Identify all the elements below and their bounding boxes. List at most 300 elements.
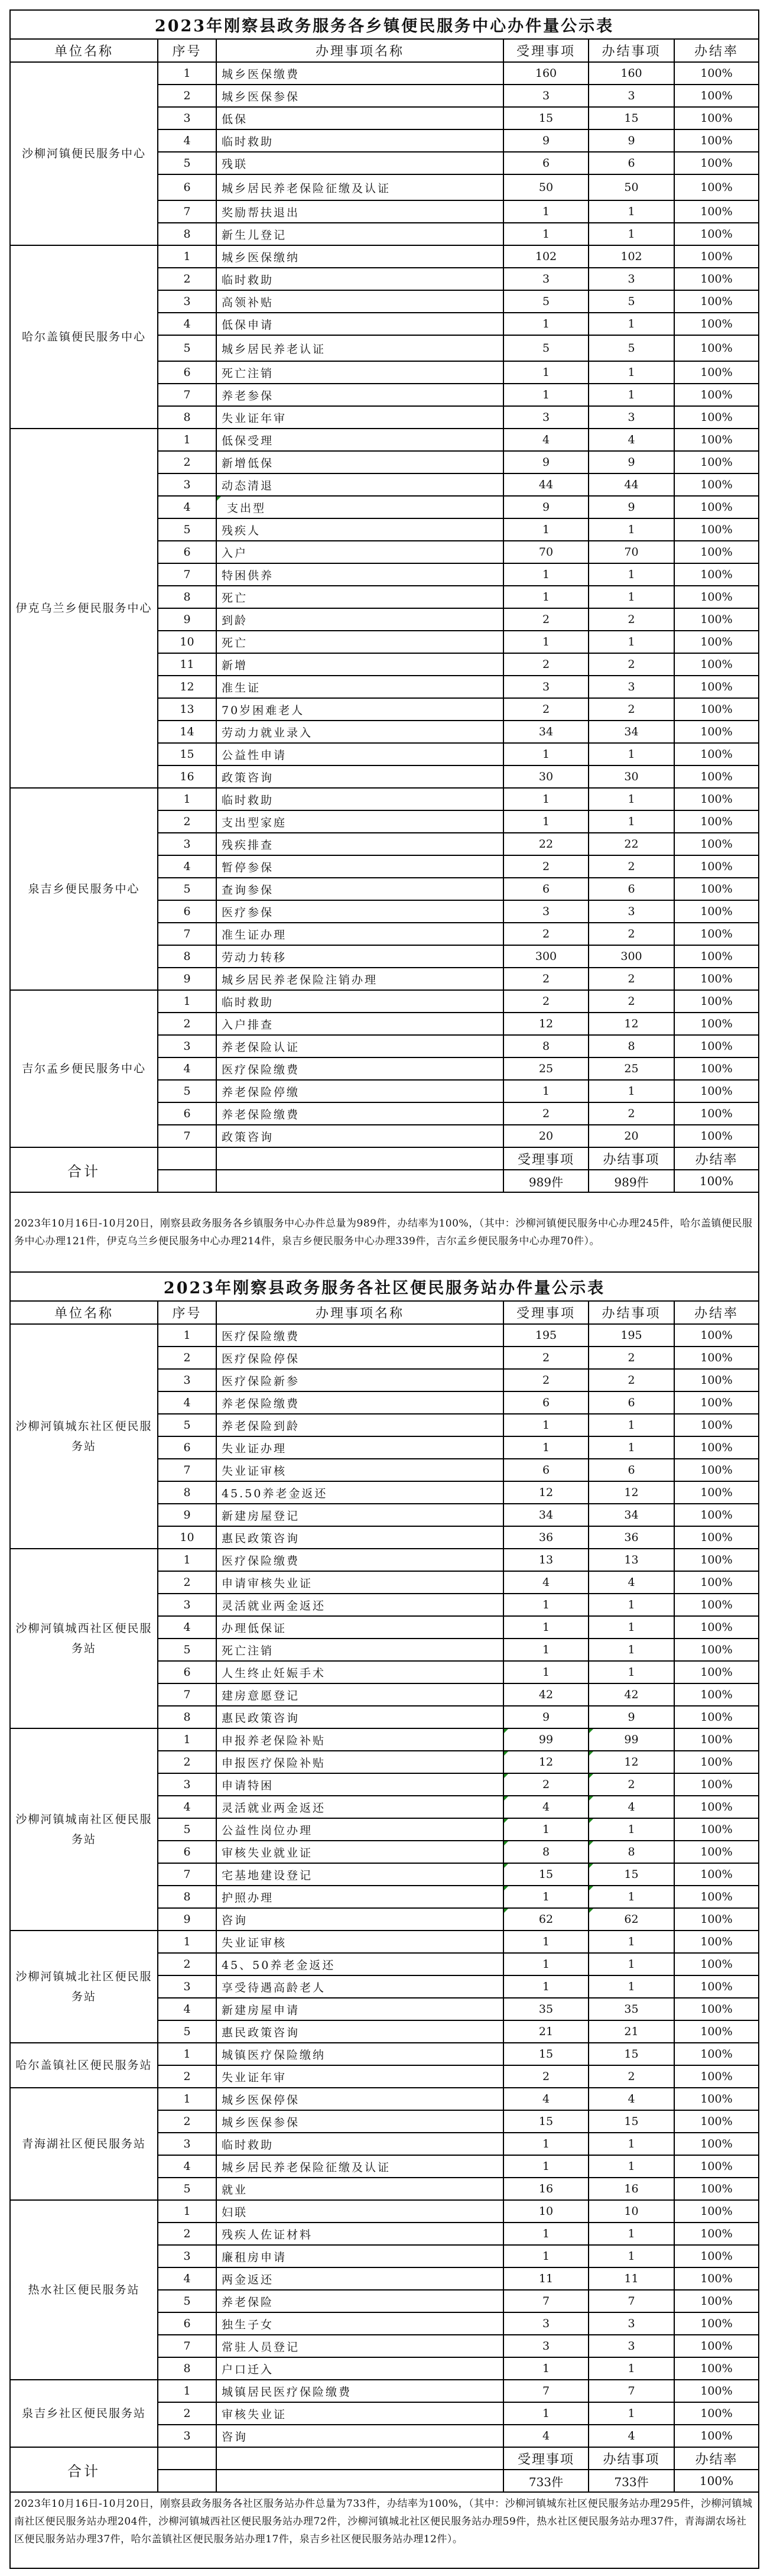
row-completed: 102 <box>589 245 674 268</box>
row-item-name: 临时救助 <box>216 129 503 152</box>
row-rate: 100% <box>674 1594 759 1616</box>
table-row <box>10 245 759 268</box>
row-rate: 100% <box>674 1728 759 1751</box>
row-seq: 6 <box>158 1436 216 1459</box>
row-accepted: 22 <box>503 833 589 855</box>
row-accepted: 160 <box>503 62 589 85</box>
row-rate: 100% <box>674 313 759 335</box>
row-item-name: 灵活就业两金返还 <box>216 1796 503 1818</box>
unit-name: 沙柳河镇城西社区便民服务站 <box>10 1549 158 1728</box>
row-item-name: 70岁困难老人 <box>216 698 503 721</box>
unit-name: 青海湖社区便民服务站 <box>10 2088 158 2200</box>
row-seq: 4 <box>158 2155 216 2178</box>
row-accepted: 1 <box>503 2402 589 2425</box>
row-rate: 100% <box>674 1908 759 1931</box>
row-accepted: 1 <box>503 810 589 833</box>
row-completed: 1 <box>589 2155 674 2178</box>
row-seq: 8 <box>158 1481 216 1504</box>
row-completed: 3 <box>589 2335 674 2357</box>
total-accepted: 733件 <box>503 2470 589 2492</box>
row-seq: 15 <box>158 743 216 765</box>
row-accepted: 11 <box>503 2267 589 2290</box>
row-seq: 3 <box>158 290 216 313</box>
row-item-name: 残疾排查 <box>216 833 503 855</box>
row-seq: 1 <box>158 990 216 1013</box>
row-rate: 100% <box>674 1683 759 1706</box>
row-completed: 9 <box>589 451 674 473</box>
row-item-name: 失业证审核 <box>216 1459 503 1481</box>
row-seq: 4 <box>158 1998 216 2020</box>
row-item-name: 城乡医保缴纳 <box>216 245 503 268</box>
row-rate: 100% <box>674 676 759 698</box>
unit-name: 哈尔盖镇便民服务中心 <box>10 245 158 429</box>
row-completed: 2 <box>589 1102 674 1125</box>
row-item-name: 妇联 <box>216 2200 503 2223</box>
total-header-completed: 办结事项 <box>589 2447 674 2470</box>
row-rate: 100% <box>674 2380 759 2402</box>
row-rate: 100% <box>674 810 759 833</box>
row-rate: 100% <box>674 1035 759 1057</box>
row-seq: 1 <box>158 1324 216 1347</box>
row-item-name: 准生证办理 <box>216 923 503 945</box>
row-completed: 300 <box>589 945 674 968</box>
row-completed: 6 <box>589 152 674 174</box>
row-item-name: 临时救助 <box>216 788 503 810</box>
row-completed: 1 <box>589 1953 674 1975</box>
row-accepted: 1 <box>503 2155 589 2178</box>
row-completed: 2 <box>589 968 674 990</box>
row-item-name: 支出型 <box>216 496 503 518</box>
row-accepted: 1 <box>503 743 589 765</box>
row-rate: 100% <box>674 2133 759 2155</box>
row-accepted: 4 <box>503 2425 589 2447</box>
row-item-name: 新增低保 <box>216 451 503 473</box>
row-seq: 5 <box>158 2178 216 2200</box>
row-accepted: 7 <box>503 2290 589 2312</box>
row-accepted: 4 <box>503 429 589 451</box>
row-rate: 100% <box>674 990 759 1013</box>
row-completed: 34 <box>589 721 674 743</box>
row-item-name: 审核失业就业证 <box>216 1841 503 1863</box>
row-completed: 2 <box>589 698 674 721</box>
column-header-seq: 序号 <box>158 39 216 62</box>
row-seq: 1 <box>158 2088 216 2110</box>
row-item-name: 公益性岗位办理 <box>216 1818 503 1841</box>
row-completed: 21 <box>589 2020 674 2043</box>
row-seq: 5 <box>158 1080 216 1102</box>
row-seq: 9 <box>158 968 216 990</box>
row-completed: 34 <box>589 1504 674 1526</box>
row-seq: 11 <box>158 653 216 676</box>
row-completed: 1 <box>589 1414 674 1436</box>
row-rate: 100% <box>674 923 759 945</box>
row-item-name: 到龄 <box>216 608 503 631</box>
row-rate: 100% <box>674 361 759 384</box>
total-empty-item <box>216 1147 503 1170</box>
row-seq: 3 <box>158 1594 216 1616</box>
row-item-name: 城乡居民养老保险征缴及认证 <box>216 2155 503 2178</box>
row-accepted: 1 <box>503 1436 589 1459</box>
row-item-name: 低保受理 <box>216 429 503 451</box>
row-rate: 100% <box>674 2312 759 2335</box>
row-item-name: 审核失业证 <box>216 2402 503 2425</box>
row-item-name: 城镇居民医疗保险缴费 <box>216 2380 503 2402</box>
table-row <box>10 429 759 451</box>
unit-name: 泉吉乡社区便民服务站 <box>10 2380 158 2447</box>
unit-name: 沙柳河镇城北社区便民服务站 <box>10 1931 158 2043</box>
row-rate: 100% <box>674 496 759 518</box>
total-accepted: 989件 <box>503 1170 589 1192</box>
row-item-name: 医疗保险缴费 <box>216 1057 503 1080</box>
row-item-name: 养老保险缴费 <box>216 1102 503 1125</box>
row-accepted: 1 <box>503 631 589 653</box>
row-completed: 1 <box>589 384 674 406</box>
row-rate: 100% <box>674 62 759 85</box>
row-item-name: 咨询 <box>216 2425 503 2447</box>
row-accepted: 1 <box>503 200 589 223</box>
row-completed: 2 <box>589 923 674 945</box>
total-label: 合计 <box>10 2447 158 2492</box>
row-rate: 100% <box>674 2020 759 2043</box>
row-completed: 3 <box>589 900 674 923</box>
row-item-name: 死亡注销 <box>216 361 503 384</box>
row-seq: 2 <box>158 1751 216 1773</box>
total-completed: 989件 <box>589 1170 674 1192</box>
row-item-name: 残联 <box>216 152 503 174</box>
row-rate: 100% <box>674 2402 759 2425</box>
row-completed: 195 <box>589 1324 674 1347</box>
row-accepted: 12 <box>503 1751 589 1773</box>
row-accepted: 1 <box>503 1975 589 1998</box>
row-seq: 1 <box>158 2043 216 2065</box>
row-item-name: 死亡 <box>216 586 503 608</box>
row-seq: 2 <box>158 810 216 833</box>
row-item-name: 失业证办理 <box>216 1436 503 1459</box>
row-completed: 36 <box>589 1526 674 1549</box>
table-row <box>10 2043 759 2065</box>
row-completed: 1 <box>589 1080 674 1102</box>
row-completed: 1 <box>589 563 674 586</box>
row-rate: 100% <box>674 1013 759 1035</box>
row-completed: 12 <box>589 1013 674 1035</box>
row-completed: 2 <box>589 990 674 1013</box>
row-seq: 6 <box>158 361 216 384</box>
table-row <box>10 990 759 1013</box>
row-item-name: 失业证年审 <box>216 2065 503 2088</box>
total-empty-seq <box>158 2470 216 2492</box>
row-rate: 100% <box>674 2200 759 2223</box>
row-rate: 100% <box>674 1796 759 1818</box>
row-item-name: 户口迁入 <box>216 2357 503 2380</box>
summary-note: 2023年10月16日-10月20日，刚察县政务服务各乡镇服务中心办件总量为989件，办结率为100%，（其中：沙柳河镇便民服务中心办理245件，哈尔盖镇便民服务中心办理121件，伊克乌兰乡便民服务中心办理214件，泉吉乡便民服务中心办理339件，吉尔孟乡便民服务中心办理70件）。 <box>10 1192 759 1272</box>
total-header-completed: 办结事项 <box>589 1147 674 1170</box>
row-rate: 100% <box>674 968 759 990</box>
row-rate: 100% <box>674 1125 759 1147</box>
row-completed: 15 <box>589 2043 674 2065</box>
row-item-name: 临时救助 <box>216 990 503 1013</box>
row-seq: 3 <box>158 107 216 129</box>
row-completed: 70 <box>589 541 674 563</box>
row-accepted: 5 <box>503 290 589 313</box>
row-accepted: 4 <box>503 1571 589 1594</box>
row-completed: 2 <box>589 653 674 676</box>
report-sheet <box>9 9 758 2569</box>
row-item-name: 两金返还 <box>216 2267 503 2290</box>
row-seq: 2 <box>158 1013 216 1035</box>
row-seq: 2 <box>158 2110 216 2133</box>
row-item-name: 城乡医保缴费 <box>216 62 503 85</box>
row-rate: 100% <box>674 2223 759 2245</box>
row-seq: 4 <box>158 1057 216 1080</box>
row-completed: 9 <box>589 1706 674 1728</box>
row-item-name: 失业证审核 <box>216 1931 503 1953</box>
row-accepted: 1 <box>503 1886 589 1908</box>
row-seq: 1 <box>158 62 216 85</box>
row-accepted: 62 <box>503 1908 589 1931</box>
row-rate: 100% <box>674 1863 759 1886</box>
row-rate: 100% <box>674 1639 759 1661</box>
table-row <box>10 788 759 810</box>
row-item-name: 新生儿登记 <box>216 223 503 245</box>
summary-note-row <box>10 2492 759 2568</box>
row-accepted: 2 <box>503 968 589 990</box>
row-seq: 2 <box>158 2223 216 2245</box>
row-item-name: 奖励帮扶退出 <box>216 200 503 223</box>
row-completed: 1 <box>589 1975 674 1998</box>
row-completed: 9 <box>589 496 674 518</box>
unit-name: 吉尔孟乡便民服务中心 <box>10 990 158 1147</box>
row-accepted: 2 <box>503 1773 589 1796</box>
row-rate: 100% <box>674 2110 759 2133</box>
row-completed: 6 <box>589 1391 674 1414</box>
row-item-name: 临时救助 <box>216 2133 503 2155</box>
row-accepted: 21 <box>503 2020 589 2043</box>
row-accepted: 3 <box>503 2312 589 2335</box>
row-completed: 44 <box>589 473 674 496</box>
row-item-name: 支出型家庭 <box>216 810 503 833</box>
row-completed: 160 <box>589 62 674 85</box>
row-seq: 5 <box>158 518 216 541</box>
row-completed: 8 <box>589 1035 674 1057</box>
row-accepted: 1 <box>503 1661 589 1683</box>
table-row <box>10 1324 759 1347</box>
row-rate: 100% <box>674 1347 759 1369</box>
row-rate: 100% <box>674 653 759 676</box>
row-completed: 16 <box>589 2178 674 2200</box>
row-accepted: 9 <box>503 129 589 152</box>
row-rate: 100% <box>674 174 759 200</box>
row-accepted: 6 <box>503 878 589 900</box>
row-rate: 100% <box>674 129 759 152</box>
row-completed: 11 <box>589 2267 674 2290</box>
row-seq: 7 <box>158 1863 216 1886</box>
row-rate: 100% <box>674 223 759 245</box>
row-completed: 15 <box>589 1863 674 1886</box>
row-seq: 13 <box>158 698 216 721</box>
row-seq: 8 <box>158 945 216 968</box>
column-header-unit: 单位名称 <box>10 39 158 62</box>
row-accepted: 3 <box>503 85 589 107</box>
row-rate: 100% <box>674 152 759 174</box>
row-completed: 1 <box>589 1931 674 1953</box>
row-seq: 3 <box>158 1369 216 1391</box>
row-completed: 1 <box>589 1886 674 1908</box>
row-accepted: 3 <box>503 900 589 923</box>
unit-name: 哈尔盖镇社区便民服务站 <box>10 2043 158 2088</box>
row-rate: 100% <box>674 2245 759 2267</box>
row-accepted: 99 <box>503 1728 589 1751</box>
row-seq: 5 <box>158 878 216 900</box>
row-accepted: 12 <box>503 1013 589 1035</box>
row-item-name: 特困供养 <box>216 563 503 586</box>
row-seq: 2 <box>158 451 216 473</box>
row-seq: 2 <box>158 1571 216 1594</box>
row-completed: 35 <box>589 1998 674 2020</box>
row-accepted: 15 <box>503 2043 589 2065</box>
row-completed: 1 <box>589 788 674 810</box>
table-row <box>10 62 759 85</box>
row-item-name: 新建房屋登记 <box>216 1504 503 1526</box>
row-accepted: 1 <box>503 563 589 586</box>
row-completed: 3 <box>589 676 674 698</box>
row-item-name: 养老保险认证 <box>216 1035 503 1057</box>
row-accepted: 20 <box>503 1125 589 1147</box>
total-empty-seq <box>158 2447 216 2470</box>
row-rate: 100% <box>674 1459 759 1481</box>
row-item-name: 城乡医保停保 <box>216 2088 503 2110</box>
row-accepted: 1 <box>503 1639 589 1661</box>
row-rate: 100% <box>674 2267 759 2290</box>
total-header-rate: 办结率 <box>674 2447 759 2470</box>
row-seq: 3 <box>158 2425 216 2447</box>
row-rate: 100% <box>674 900 759 923</box>
row-item-name: 灵活就业两金返还 <box>216 1594 503 1616</box>
row-item-name: 惠民政策咨询 <box>216 2020 503 2043</box>
row-completed: 30 <box>589 765 674 788</box>
row-seq: 4 <box>158 496 216 518</box>
row-seq: 7 <box>158 2335 216 2357</box>
row-seq: 7 <box>158 923 216 945</box>
row-rate: 100% <box>674 268 759 290</box>
row-item-name: 残疾人 <box>216 518 503 541</box>
row-rate: 100% <box>674 608 759 631</box>
row-rate: 100% <box>674 1706 759 1728</box>
row-completed: 3 <box>589 85 674 107</box>
row-seq: 5 <box>158 1414 216 1436</box>
row-accepted: 25 <box>503 1057 589 1080</box>
table-title-row <box>10 1272 759 1301</box>
row-accepted: 195 <box>503 1324 589 1347</box>
row-accepted: 1 <box>503 384 589 406</box>
column-header-row <box>10 39 759 62</box>
row-completed: 2 <box>589 1347 674 1369</box>
row-item-name: 就业 <box>216 2178 503 2200</box>
row-rate: 100% <box>674 2043 759 2065</box>
row-seq: 3 <box>158 2133 216 2155</box>
row-seq: 3 <box>158 2245 216 2267</box>
row-rate: 100% <box>674 833 759 855</box>
row-accepted: 2 <box>503 855 589 878</box>
row-item-name: 查询参保 <box>216 878 503 900</box>
row-item-name: 城乡居民养老认证 <box>216 335 503 361</box>
summary-note: 2023年10月16日-10月20日，刚察县政务服务各社区服务站办件总量为733件，办结率为100%，（其中：沙柳河镇城东社区便民服务站办理295件，沙柳河镇城南社区便民服务站办理204件，沙柳河镇城西社区便民服务站办理72件，沙柳河镇城北社区便民服务站办理59件，热水社区便民服务站办理37件，青海湖农场社区便民服务站办理37件，哈尔盖镇社区便民服务站办理17件，泉吉乡社区便民服务站办理12件）。 <box>10 2492 759 2568</box>
row-accepted: 6 <box>503 1459 589 1481</box>
row-rate: 100% <box>674 290 759 313</box>
row-rate: 100% <box>674 107 759 129</box>
row-accepted: 7 <box>503 2380 589 2402</box>
table-row <box>10 1549 759 1571</box>
row-accepted: 8 <box>503 1035 589 1057</box>
row-completed: 1 <box>589 1661 674 1683</box>
unit-name: 沙柳河镇便民服务中心 <box>10 62 158 245</box>
row-item-name: 新增 <box>216 653 503 676</box>
row-seq: 3 <box>158 833 216 855</box>
row-accepted: 3 <box>503 2335 589 2357</box>
row-completed: 4 <box>589 1571 674 1594</box>
row-completed: 2 <box>589 2065 674 2088</box>
table-row <box>10 1931 759 1953</box>
row-accepted: 6 <box>503 152 589 174</box>
row-completed: 1 <box>589 1616 674 1639</box>
row-item-name: 享受待遇高龄老人 <box>216 1975 503 1998</box>
row-accepted: 102 <box>503 245 589 268</box>
row-seq: 7 <box>158 563 216 586</box>
column-header-completed: 办结事项 <box>589 1301 674 1324</box>
row-completed: 1 <box>589 2402 674 2425</box>
row-seq: 1 <box>158 245 216 268</box>
row-accepted: 1 <box>503 2245 589 2267</box>
row-rate: 100% <box>674 1391 759 1414</box>
total-header-accepted: 受理事项 <box>503 1147 589 1170</box>
row-rate: 100% <box>674 1998 759 2020</box>
row-accepted: 2 <box>503 698 589 721</box>
row-seq: 7 <box>158 1683 216 1706</box>
row-rate: 100% <box>674 1481 759 1504</box>
row-accepted: 3 <box>503 268 589 290</box>
row-completed: 2 <box>589 1369 674 1391</box>
unit-name: 伊克乌兰乡便民服务中心 <box>10 429 158 788</box>
row-accepted: 2 <box>503 1347 589 1369</box>
row-accepted: 3 <box>503 406 589 429</box>
row-rate: 100% <box>674 2290 759 2312</box>
row-accepted: 10 <box>503 2200 589 2223</box>
row-rate: 100% <box>674 788 759 810</box>
row-accepted: 16 <box>503 2178 589 2200</box>
row-item-name: 养老保险停缴 <box>216 1080 503 1102</box>
row-accepted: 4 <box>503 2088 589 2110</box>
row-completed: 99 <box>589 1728 674 1751</box>
column-header-row <box>10 1301 759 1324</box>
column-header-completed: 办结事项 <box>589 39 674 62</box>
row-seq: 2 <box>158 2402 216 2425</box>
row-completed: 7 <box>589 2290 674 2312</box>
row-accepted: 1 <box>503 1616 589 1639</box>
column-header-seq: 序号 <box>158 1301 216 1324</box>
row-rate: 100% <box>674 1931 759 1953</box>
total-rate: 100% <box>674 1170 759 1192</box>
row-rate: 100% <box>674 1773 759 1796</box>
row-item-name: 养老参保 <box>216 384 503 406</box>
row-completed: 2 <box>589 1773 674 1796</box>
row-rate: 100% <box>674 586 759 608</box>
row-seq: 3 <box>158 1975 216 1998</box>
row-seq: 1 <box>158 2200 216 2223</box>
row-accepted: 1 <box>503 518 589 541</box>
row-item-name: 申请特困 <box>216 1773 503 1796</box>
row-rate: 100% <box>674 2155 759 2178</box>
row-seq: 5 <box>158 2290 216 2312</box>
row-item-name: 入户排查 <box>216 1013 503 1035</box>
